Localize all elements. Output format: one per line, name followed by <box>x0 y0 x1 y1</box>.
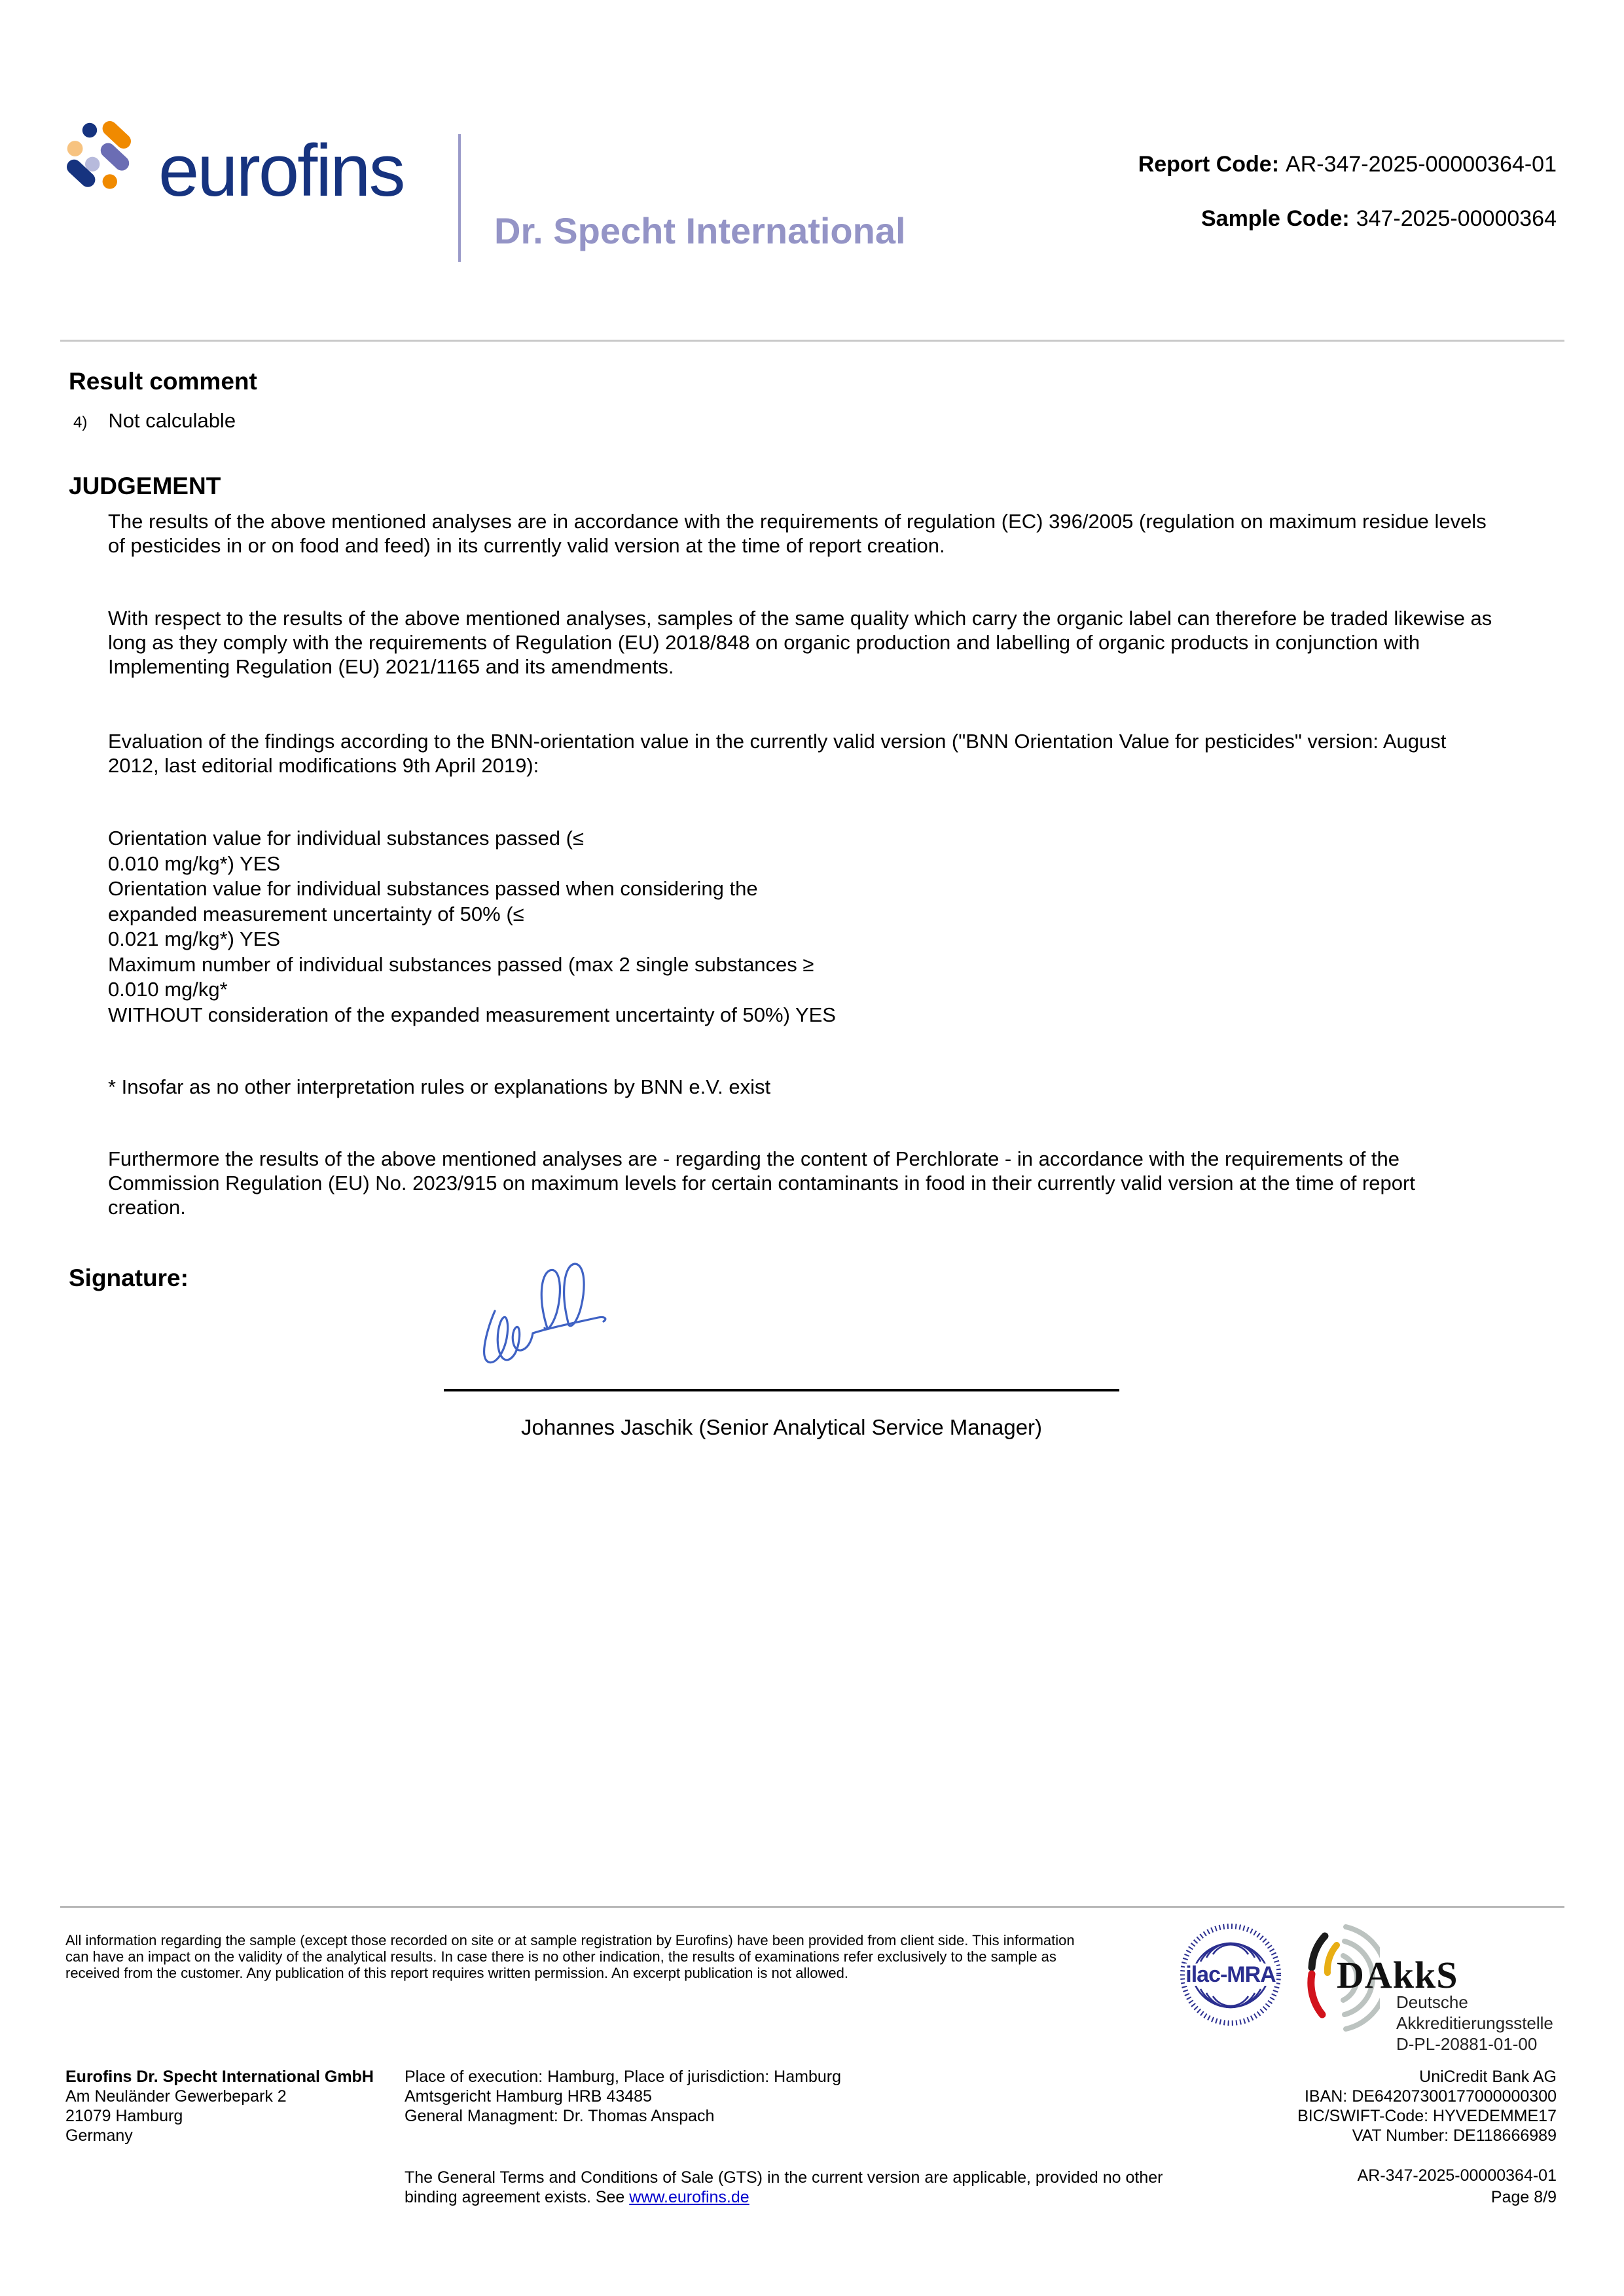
bank-vat: VAT Number: DE118666989 <box>1352 2126 1557 2145</box>
sample-code-line <box>1201 206 1557 232</box>
footer-rule <box>60 1906 1564 1908</box>
report-reference: AR-347-2025-00000364-01 <box>1357 2166 1557 2185</box>
legal-register: Amtsgericht Hamburg HRB 43485 <box>405 2087 652 2106</box>
bank-bic: BIC/SWIFT-Code: HYVEDEMME17 <box>1297 2107 1557 2125</box>
judgement-paragraph-1: The results of the above mentioned analyses are in accordance with the requirements of regulation (EC) 396/2005 (regulation on maximum residue levels of pesticides in or on food and feed) in its currently valid version at the time of report creation. <box>108 510 1487 557</box>
report-code-line <box>1138 152 1557 177</box>
orientation-line: Orientation value for individual substances passed when considering the <box>108 877 758 900</box>
orientation-line: Maximum number of individual substances passed (max 2 single substances ≥ <box>108 952 814 976</box>
signatory-name: Johannes Jaschik (Senior Analytical Service Manager) <box>520 1415 1043 1439</box>
sample-code-value: 347-2025-00000364 <box>1356 206 1557 231</box>
orientation-line: Orientation value for individual substances passed (≤ <box>108 827 584 850</box>
eurofins-website-link[interactable]: www.eurofins.de <box>629 2188 749 2206</box>
judgement-paragraph-2: With respect to the results of the above mentioned analyses, samples of the same quality which carry the organic label can therefore be traded likewise as long as they comply with the requirements of Regulation (EU) 2018/848 on organic production and labelling of organic products in conjunction with Implementing Regulation (EU) 2021/1165 and its amendments. <box>108 607 1492 678</box>
page-reference-block <box>1358 2165 1557 2208</box>
bnn-orientation-block <box>108 826 1496 1028</box>
brand-wordmark: eurofins <box>158 130 404 211</box>
footnote-text: Not calculable <box>108 409 236 432</box>
legal-management: General Managment: Dr. Thomas Anspach <box>405 2107 715 2125</box>
gts-note <box>405 2168 1203 2207</box>
bnn-footnote: * Insofar as no other interpretation rules or explanations by BNN e.V. exist <box>108 1075 771 1098</box>
company-street: Am Neuländer Gewerbepark 2 <box>65 2087 287 2106</box>
orientation-line: WITHOUT consideration of the expanded measurement uncertainty of 50%) YES <box>108 1003 836 1026</box>
footer-disclaimer: All information regarding the sample (except those recorded on site or at sample registration by Eurofins) have been provided from client side. This information can have an impact on the validity of the analytical results. In case there is no other indication, the results of examinations refer exclusively to the sample as received from the customer. Any publication of this report requires written permission. An excerpt publication is not allowed. <box>65 1932 1075 1981</box>
bank-iban: IBAN: DE64207300177000000300 <box>1304 2087 1557 2106</box>
dakks-wordmark: DAkkS <box>1337 1954 1458 1996</box>
division-name: Dr. Specht International <box>494 210 906 251</box>
dakks-accreditation-id: D-PL-20881-01-00 <box>1396 2034 1538 2054</box>
judgement-title: JUDGEMENT <box>69 473 221 499</box>
legal-info-block <box>405 2067 841 2126</box>
bank-info-block <box>1297 2067 1557 2145</box>
signature-label: Signature: <box>69 1265 189 1291</box>
judgement-paragraph-3: Evaluation of the findings according to the BNN-orientation value in the currently valid version ("BNN Orientation Value for pesticides" version: August 2012, last editorial modifications 9th April 2019): <box>108 730 1447 777</box>
orientation-line: 0.021 mg/kg*) YES <box>108 927 281 950</box>
dakks-subtitle-1: Deutsche <box>1396 1992 1468 2012</box>
company-city: 21079 Hamburg <box>65 2107 183 2125</box>
bank-name: UniCredit Bank AG <box>1419 2068 1557 2086</box>
orientation-line: 0.010 mg/kg* <box>108 978 228 1001</box>
company-address-block <box>65 2067 374 2145</box>
svg-text:ilac-MRA: ilac-MRA <box>1185 1962 1276 1987</box>
report-code-value: AR-347-2025-00000364-01 <box>1286 152 1557 177</box>
handwritten-signature <box>470 1260 627 1378</box>
header-divider <box>458 134 461 262</box>
header-rule <box>60 340 1564 342</box>
dakks-subtitle-2: Akkreditierungsstelle <box>1396 2013 1553 2033</box>
legal-jurisdiction: Place of execution: Hamburg, Place of jurisdiction: Hamburg <box>405 2068 841 2086</box>
gts-text-line1: The General Terms and Conditions of Sale (GTS) in the current version are applicable, provided no other <box>405 2168 1163 2187</box>
orientation-line: 0.010 mg/kg*) YES <box>108 852 281 875</box>
ilac-mra-seal-icon <box>1178 1923 1283 2026</box>
result-comment-footnote <box>73 409 236 433</box>
company-country: Germany <box>65 2126 133 2145</box>
gts-text-line2: binding agreement exists. See <box>405 2188 630 2206</box>
signature-line <box>444 1389 1119 1391</box>
eurofins-logo-icon <box>62 121 154 204</box>
report-code-label: Report Code: <box>1138 152 1280 177</box>
orientation-line: expanded measurement uncertainty of 50% (≤ <box>108 902 524 925</box>
result-comment-title: Result comment <box>69 368 257 395</box>
page-number: Page 8/9 <box>1490 2188 1557 2206</box>
footnote-marker: 4) <box>73 414 88 431</box>
company-name: Eurofins Dr. Specht International GmbH <box>65 2068 374 2086</box>
sample-code-label: Sample Code: <box>1200 206 1350 231</box>
judgement-closing-paragraph: Furthermore the results of the above mentioned analyses are - regarding the content of Perchlorate - in accordance with the requirements of the Commission Regulation (EU) No. 2023/915 on maximum levels for certain contaminants in food in their currently valid version at the time of report creation. <box>108 1147 1415 1219</box>
